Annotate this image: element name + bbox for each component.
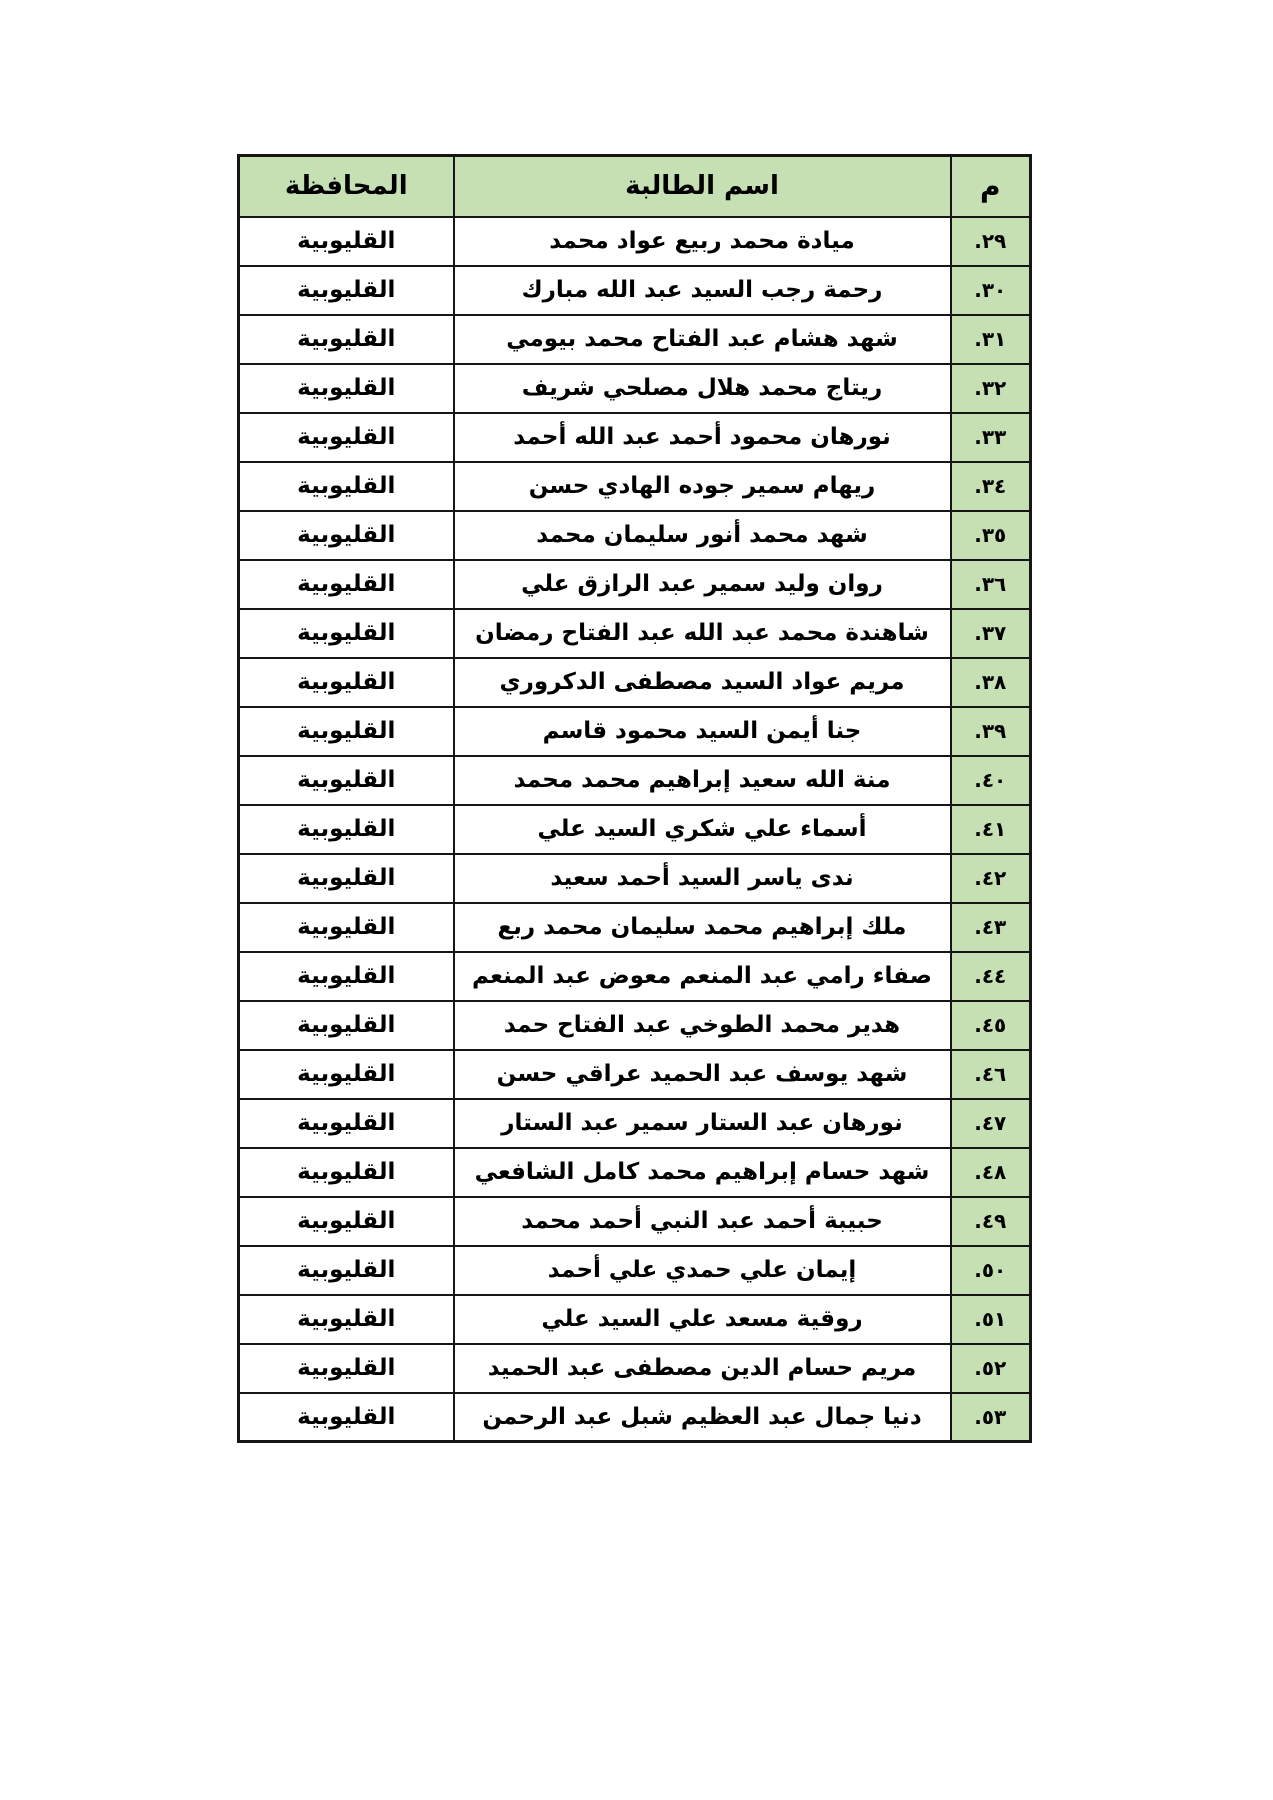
table-row	[239, 1344, 1031, 1393]
serial-cell: ٣٤.	[951, 462, 1031, 511]
header-governorate: المحافظة	[239, 156, 454, 217]
serial-cell: ٤٢.	[951, 854, 1031, 903]
serial-cell: ٥٣.	[951, 1393, 1031, 1442]
governorate-cell: القليوبية	[239, 217, 454, 266]
governorate-cell: القليوبية	[239, 1246, 454, 1295]
student-name-cell: نورهان عبد الستار سمير عبد الستار	[454, 1099, 951, 1148]
table-row	[239, 1099, 1031, 1148]
serial-cell: ٤١.	[951, 805, 1031, 854]
serial-cell: ٥٢.	[951, 1344, 1031, 1393]
table-row	[239, 805, 1031, 854]
governorate-cell: القليوبية	[239, 315, 454, 364]
table-row	[239, 560, 1031, 609]
table-row	[239, 217, 1031, 266]
serial-cell: ٣٥.	[951, 511, 1031, 560]
table-row	[239, 266, 1031, 315]
governorate-cell: القليوبية	[239, 511, 454, 560]
table-row	[239, 413, 1031, 462]
serial-cell: ٣٧.	[951, 609, 1031, 658]
governorate-cell: القليوبية	[239, 952, 454, 1001]
student-name-cell: هدير محمد الطوخي عبد الفتاح حمد	[454, 1001, 951, 1050]
governorate-cell: القليوبية	[239, 756, 454, 805]
serial-cell: ٣٩.	[951, 707, 1031, 756]
governorate-cell: القليوبية	[239, 560, 454, 609]
student-name-cell: ندى ياسر السيد أحمد سعيد	[454, 854, 951, 903]
governorate-cell: القليوبية	[239, 1001, 454, 1050]
governorate-cell: القليوبية	[239, 1295, 454, 1344]
student-name-cell: منة الله سعيد إبراهيم محمد محمد	[454, 756, 951, 805]
governorate-cell: القليوبية	[239, 413, 454, 462]
table-row	[239, 609, 1031, 658]
governorate-cell: القليوبية	[239, 854, 454, 903]
header-student-name: اسم الطالبة	[454, 156, 951, 217]
table-row	[239, 511, 1031, 560]
student-name-cell: رحمة رجب السيد عبد الله مبارك	[454, 266, 951, 315]
serial-cell: ٥١.	[951, 1295, 1031, 1344]
table-row	[239, 952, 1031, 1001]
serial-cell: ٣١.	[951, 315, 1031, 364]
serial-cell: ٥٠.	[951, 1246, 1031, 1295]
student-name-cell: ريتاج محمد هلال مصلحي شريف	[454, 364, 951, 413]
table-row	[239, 1295, 1031, 1344]
governorate-cell: القليوبية	[239, 1393, 454, 1442]
student-name-cell: إيمان علي حمدي علي أحمد	[454, 1246, 951, 1295]
table-row	[239, 364, 1031, 413]
governorate-cell: القليوبية	[239, 805, 454, 854]
governorate-cell: القليوبية	[239, 658, 454, 707]
table-row	[239, 1050, 1031, 1099]
serial-cell: ٣٦.	[951, 560, 1031, 609]
serial-cell: ٣٨.	[951, 658, 1031, 707]
serial-cell: ٤٤.	[951, 952, 1031, 1001]
serial-cell: ٣٠.	[951, 266, 1031, 315]
student-name-cell: مريم عواد السيد مصطفى الدكروري	[454, 658, 951, 707]
serial-cell: ٤٥.	[951, 1001, 1031, 1050]
governorate-cell: القليوبية	[239, 1344, 454, 1393]
governorate-cell: القليوبية	[239, 266, 454, 315]
governorate-cell: القليوبية	[239, 609, 454, 658]
table-row	[239, 658, 1031, 707]
governorate-cell: القليوبية	[239, 707, 454, 756]
student-name-cell: روان وليد سمير عبد الرازق علي	[454, 560, 951, 609]
student-name-cell: شاهندة محمد عبد الله عبد الفتاح رمضان	[454, 609, 951, 658]
student-name-cell: شهد يوسف عبد الحميد عراقي حسن	[454, 1050, 951, 1099]
table-row	[239, 462, 1031, 511]
student-name-cell: شهد حسام إبراهيم محمد كامل الشافعي	[454, 1148, 951, 1197]
student-name-cell: أسماء علي شكري السيد علي	[454, 805, 951, 854]
governorate-cell: القليوبية	[239, 364, 454, 413]
serial-cell: ٣٢.	[951, 364, 1031, 413]
serial-cell: ٤٠.	[951, 756, 1031, 805]
student-name-cell: ملك إبراهيم محمد سليمان محمد ربع	[454, 903, 951, 952]
student-name-cell: نورهان محمود أحمد عبد الله أحمد	[454, 413, 951, 462]
governorate-cell: القليوبية	[239, 1148, 454, 1197]
serial-cell: ٤٦.	[951, 1050, 1031, 1099]
serial-cell: ٢٩.	[951, 217, 1031, 266]
header-serial: م	[951, 156, 1031, 217]
student-name-cell: مريم حسام الدين مصطفى عبد الحميد	[454, 1344, 951, 1393]
governorate-cell: القليوبية	[239, 1099, 454, 1148]
governorate-cell: القليوبية	[239, 903, 454, 952]
table-row	[239, 903, 1031, 952]
student-name-cell: شهد محمد أنور سليمان محمد	[454, 511, 951, 560]
table-header	[239, 156, 1031, 217]
student-name-cell: حبيبة أحمد عبد النبي أحمد محمد	[454, 1197, 951, 1246]
students-table	[237, 154, 1032, 1443]
table-row	[239, 1393, 1031, 1442]
student-name-cell: روقية مسعد علي السيد علي	[454, 1295, 951, 1344]
governorate-cell: القليوبية	[239, 1197, 454, 1246]
serial-cell: ٤٨.	[951, 1148, 1031, 1197]
table-row	[239, 756, 1031, 805]
serial-cell: ٤٩.	[951, 1197, 1031, 1246]
governorate-cell: القليوبية	[239, 462, 454, 511]
table-row	[239, 1246, 1031, 1295]
table-row	[239, 315, 1031, 364]
serial-cell: ٣٣.	[951, 413, 1031, 462]
table-row	[239, 854, 1031, 903]
governorate-cell: القليوبية	[239, 1050, 454, 1099]
table-row	[239, 1001, 1031, 1050]
table-row	[239, 707, 1031, 756]
header-row	[239, 156, 1031, 217]
student-name-cell: ريهام سمير جوده الهادي حسن	[454, 462, 951, 511]
student-name-cell: دنيا جمال عبد العظيم شبل عبد الرحمن	[454, 1393, 951, 1442]
table-row	[239, 1197, 1031, 1246]
student-name-cell: صفاء رامي عبد المنعم معوض عبد المنعم	[454, 952, 951, 1001]
serial-cell: ٤٣.	[951, 903, 1031, 952]
table-row	[239, 1148, 1031, 1197]
table-body	[239, 217, 1031, 1442]
student-name-cell: جنا أيمن السيد محمود قاسم	[454, 707, 951, 756]
student-name-cell: ميادة محمد ربيع عواد محمد	[454, 217, 951, 266]
student-name-cell: شهد هشام عبد الفتاح محمد بيومي	[454, 315, 951, 364]
serial-cell: ٤٧.	[951, 1099, 1031, 1148]
